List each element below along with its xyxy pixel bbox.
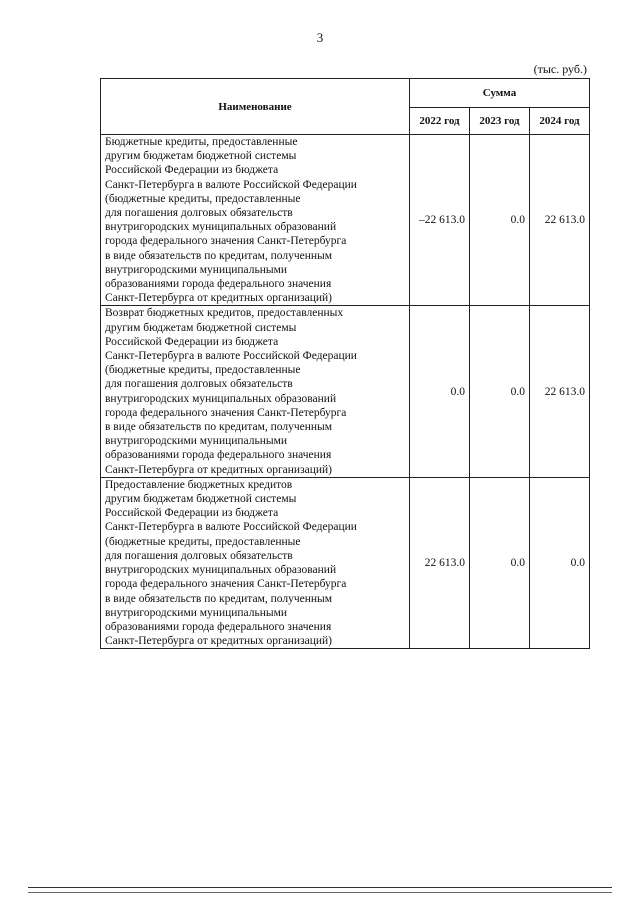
row-name: Возврат бюджетных кредитов, предоставленных другим бюджетам бюджетной системы Российской Федерации из бюджета Санкт-Петербурга в валюте Российской Федерации (бюджетные кредиты, предоставленные для погашения долговых обязательств внутригородских муниципальных образований города федерального значения Санкт-Петербурга в виде обязательств по кредитам, полученным внутригородскими муниципальными образованиями города федерального значения Санкт-Петербурга от кредитных организаций) (101, 306, 410, 477)
page-number: 3 (316, 30, 324, 45)
row-value-2023: 0.0 (470, 135, 530, 306)
budget-table (100, 78, 590, 649)
footer-rule-secondary (28, 892, 612, 893)
header-year-2022: 2022 год (410, 108, 470, 135)
footer-rule (28, 887, 612, 888)
row-value-2023: 0.0 (470, 306, 530, 477)
row-value-2022: 22 613.0 (410, 477, 470, 648)
table-row (101, 477, 590, 648)
row-value-2024: 22 613.0 (530, 135, 590, 306)
header-year-2023: 2023 год (470, 108, 530, 135)
row-value-2022: –22 613.0 (410, 135, 470, 306)
units-label: (тыс. руб.) (533, 62, 587, 76)
header-name: Наименование (101, 79, 410, 135)
table-row (101, 306, 590, 477)
row-value-2024: 0.0 (530, 477, 590, 648)
row-name: Предоставление бюджетных кредитов другим бюджетам бюджетной системы Российской Федерации из бюджета Санкт-Петербурга в валюте Российской Федерации (бюджетные кредиты, предоставленные для погашения долговых обязательств внутригородских муниципальных образований города федерального значения Санкт-Петербурга в виде обязательств по кредитам, полученным внутригородскими муниципальными образованиями города федерального значения Санкт-Петербурга от кредитных организаций) (101, 477, 410, 648)
row-name: Бюджетные кредиты, предоставленные другим бюджетам бюджетной системы Российской Федерации из бюджета Санкт-Петербурга в валюте Российской Федерации (бюджетные кредиты, предоставленные для погашения долговых обязательств внутригородских муниципальных образований города федерального значения Санкт-Петербурга в виде обязательств по кредитам, полученным внутригородскими муниципальными образованиями города федерального значения Санкт-Петербурга от кредитных организаций) (101, 135, 410, 306)
row-value-2023: 0.0 (470, 477, 530, 648)
header-year-2024: 2024 год (530, 108, 590, 135)
row-value-2024: 22 613.0 (530, 306, 590, 477)
row-value-2022: 0.0 (410, 306, 470, 477)
header-sum: Сумма (410, 79, 590, 108)
table-row (101, 135, 590, 306)
